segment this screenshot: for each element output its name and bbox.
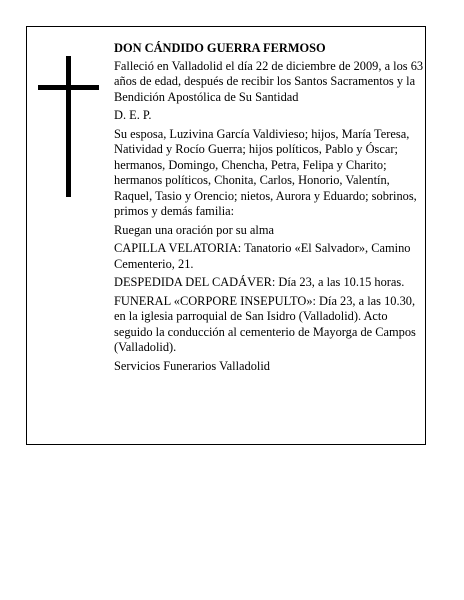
- obituary-text: [114, 41, 424, 377]
- funeral-info: FUNERAL «CORPORE INSEPULTO»: Día 23, a las 10.30, en la iglesia parroquial de San Isidro (Valladolid). Acto seguido la conducción al cementerio de Mayorga de Campos (Valladolid).: [114, 293, 416, 354]
- prayer-request: Ruegan una oración por su alma: [114, 222, 274, 237]
- chapel-info: CAPILLA VELATORIA: Tanatorio «El Salvador», Camino Cementerio, 21.: [114, 241, 411, 271]
- obituary-notice: [26, 26, 426, 445]
- death-announcement: Falleció en Valladolid el día 22 de diciembre de 2009, a los 63 años de edad, después de recibir los Santos Sacramentos y la Bendición Apostólica de Su Santidad: [114, 58, 424, 104]
- rest-in-peace: D. E. P.: [114, 108, 152, 122]
- cross-horizontal-bar: [38, 85, 99, 90]
- cross-vertical-bar: [66, 56, 71, 197]
- deceased-name: DON CÁNDIDO GUERRA FERMOSO: [114, 41, 326, 55]
- funeral-services: Servicios Funerarios Valladolid: [114, 358, 271, 373]
- farewell-info: DESPEDIDA DEL CADÁVER: Día 23, a las 10.15 horas.: [114, 275, 405, 289]
- family-list: Su esposa, Luzivina García Valdivieso; hijos, María Teresa, Natividad y Rocío Guerra; hijos políticos, Pablo y Óscar; hermanos, Domingo, Chencha, Petra, Felipa y Charito; hermanos políticos, Chonita, Carlos, Honorio, Valentín, Raquel, Tasio y Orencio; nietos, Aurora y Eduardo; sobrinos, primos y demás familia:: [114, 126, 417, 218]
